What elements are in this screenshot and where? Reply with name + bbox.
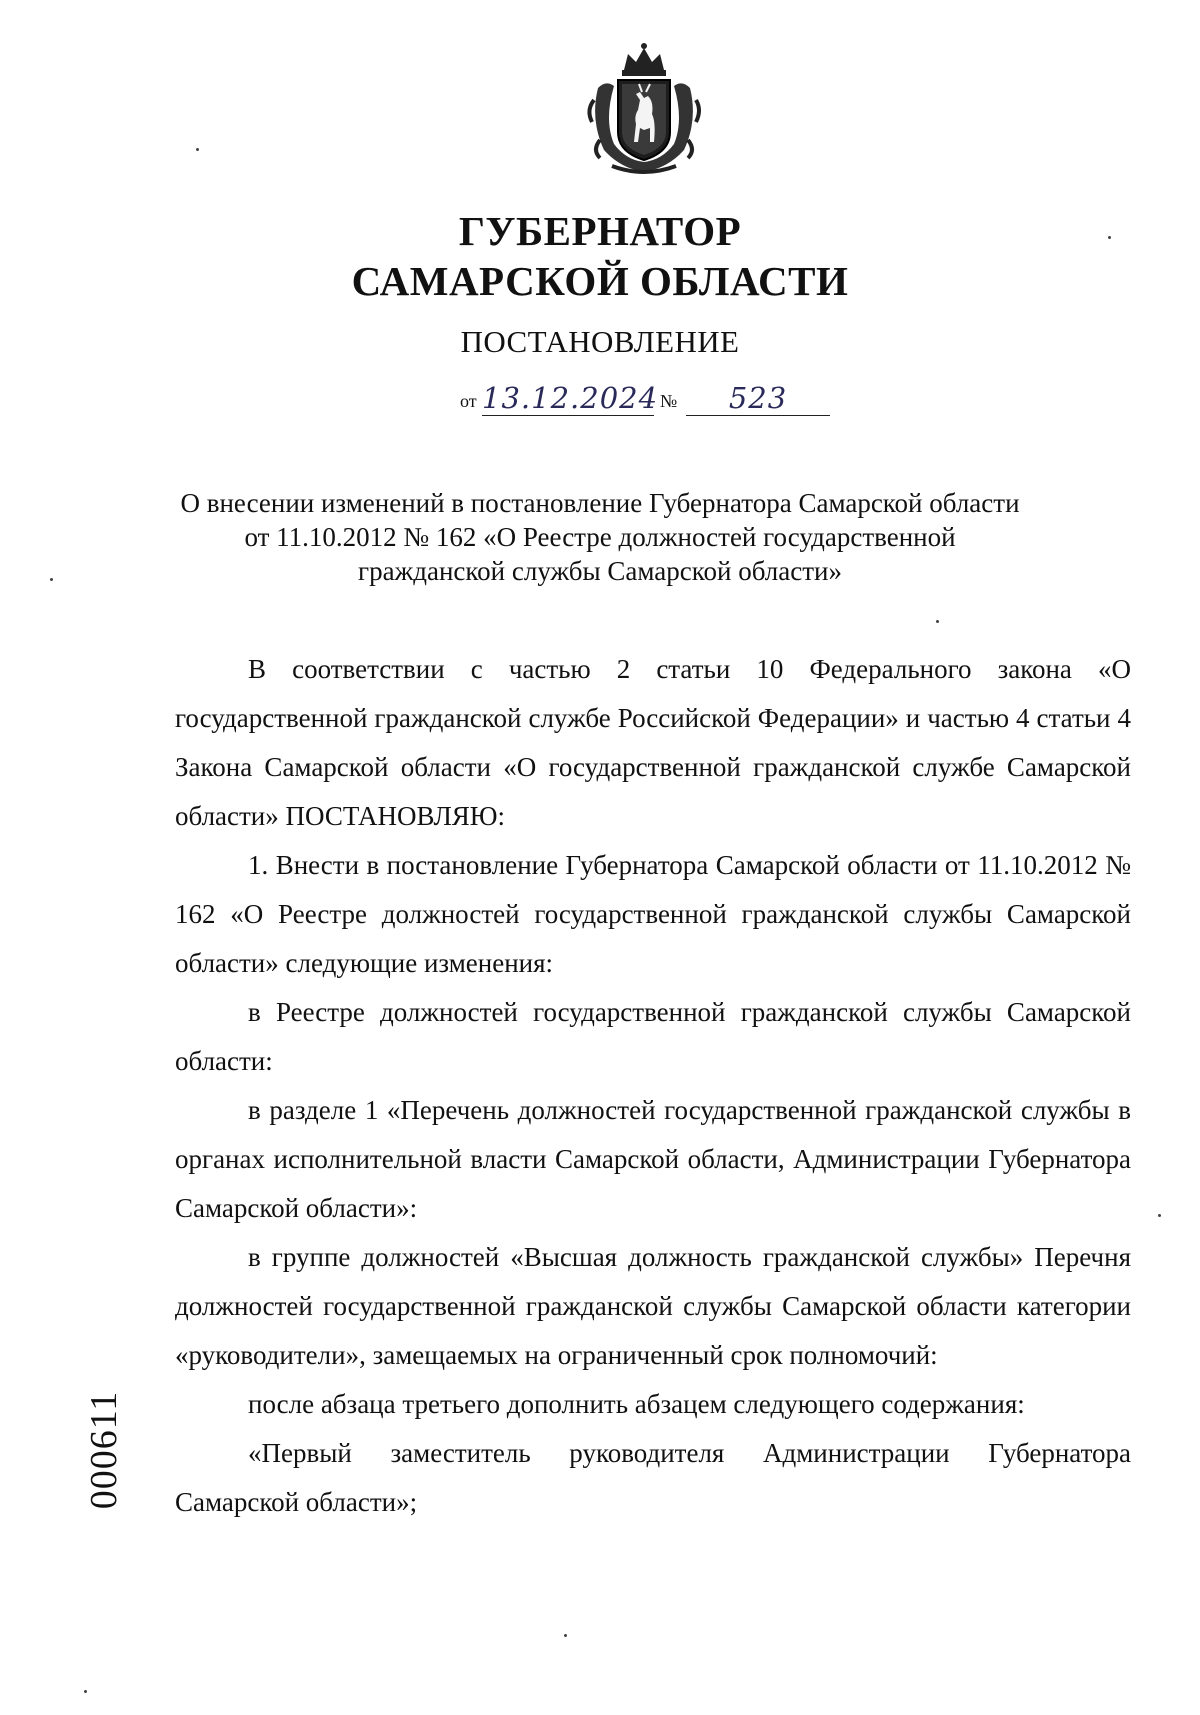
body-paragraph: в разделе 1 «Перечень должностей государственной гражданской службы в органах исполнительной власти Самарской области, Администрации Губернатора Самарской области»: xyxy=(175,1095,1131,1223)
date-prefix-label: от xyxy=(460,391,477,411)
scan-speck xyxy=(50,578,53,581)
body-paragraph: в Реестре должностей государственной гражданской службы Самарской области: xyxy=(175,997,1131,1076)
scan-speck xyxy=(936,620,939,623)
body-paragraph: 1. Внести в постановление Губернатора Самарской области от 11.10.2012 № 162 «О Реестре должностей государственной гражданской службы Самарской области» следующие изменения: xyxy=(175,850,1131,978)
number-prefix-label: № xyxy=(660,391,678,411)
body-paragraph: В соответствии с частью 2 статьи 10 Федерального закона «О государственной гражданской службе Российской Федерации» и частью 4 статьи 4 Закона Самарской области «О государственной гражданской службе Самарской области» ПОСТАНОВЛЯЮ: xyxy=(175,654,1131,831)
body-paragraph: после абзаца третьего дополнить абзацем следующего содержания: xyxy=(248,1389,1025,1419)
scan-speck xyxy=(1158,1214,1161,1217)
scan-speck xyxy=(564,1634,567,1637)
body-paragraph: «Первый заместитель руководителя Администрации Губернатора Самарской области»; xyxy=(175,1438,1131,1517)
document-number: 523 xyxy=(686,383,830,416)
document-body xyxy=(175,645,1131,1527)
samara-coat-of-arms-icon xyxy=(584,40,704,178)
body-paragraph: в группе должностей «Высшая должность гражданской службы» Перечня должностей государственной гражданской службы Самарской области категории «руководители», замещаемых на ограниченный срок полномочий: xyxy=(175,1242,1131,1370)
subject-line: от 11.10.2012 № 162 «О Реестре должностей государственной xyxy=(244,522,956,552)
document-subject xyxy=(180,486,1020,588)
subject-line: О внесении изменений в постановление Губернатора Самарской области xyxy=(180,488,1020,518)
org-title-line2: САМАРСКОЙ ОБЛАСТИ xyxy=(351,258,849,304)
scan-speck xyxy=(196,148,199,151)
org-title-line1: ГУБЕРНАТОР xyxy=(458,208,742,254)
scan-speck xyxy=(1108,236,1111,239)
subject-line: гражданской службы Самарской области» xyxy=(358,556,842,586)
document-type: ПОСТАНОВЛЕНИЕ xyxy=(460,324,740,359)
side-serial-number: 000611 xyxy=(83,1390,125,1510)
scan-speck xyxy=(84,1690,87,1693)
document-date: 13.12.2024 xyxy=(482,381,659,416)
